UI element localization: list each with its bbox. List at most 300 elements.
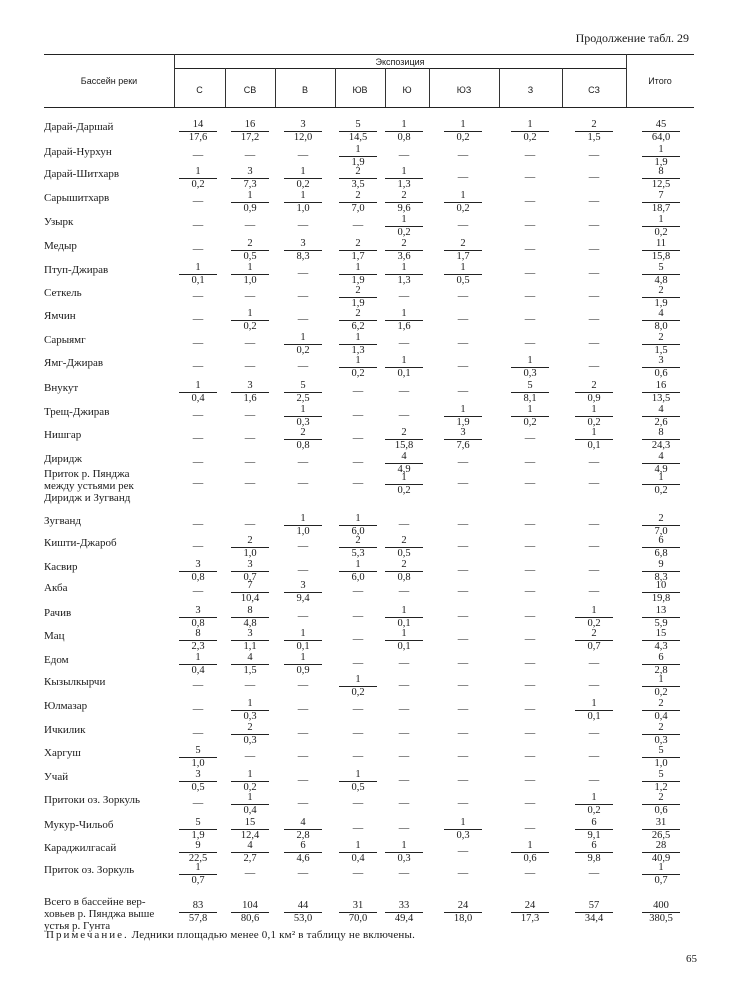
glacier-area: 0,1 (587, 440, 601, 451)
dash: — (398, 150, 410, 161)
dash: — (398, 586, 410, 597)
glacier-area: 5,9 (654, 618, 668, 629)
empty-cell (384, 404, 424, 422)
empty-cell (178, 722, 218, 740)
column-divider (499, 68, 500, 107)
empty-cell (283, 862, 323, 880)
empty-cell (574, 144, 614, 162)
empty-cell (230, 451, 270, 469)
row-name (44, 146, 112, 158)
glacier-count: 8 (658, 166, 664, 177)
data-cell (230, 308, 270, 333)
glacier-area: 26,5 (651, 830, 671, 841)
total-cell (641, 355, 681, 380)
glacier-count: 2 (658, 332, 664, 343)
empty-cell (574, 652, 614, 670)
empty-cell (178, 355, 218, 373)
glacier-count: 1 (300, 404, 306, 415)
dash: — (192, 410, 204, 421)
glacier-count: 1 (355, 355, 361, 366)
total-cell (641, 698, 681, 723)
row-name (44, 630, 65, 642)
glacier-count: 2 (591, 628, 597, 639)
row-name (44, 429, 81, 441)
glacier-area: 7,6 (456, 440, 470, 451)
glacier-count: 28 (655, 840, 667, 851)
empty-cell (574, 214, 614, 232)
empty-cell (384, 380, 424, 398)
data-cell (574, 792, 614, 817)
glacier-area: 0,7 (654, 875, 668, 886)
header-dir-7: СЗ (588, 85, 600, 95)
dash: — (297, 150, 309, 161)
data-cell (338, 308, 378, 333)
empty-cell (384, 580, 424, 598)
glacier-count: 1 (401, 628, 407, 639)
glacier-count: 1 (658, 862, 664, 873)
header-bottom-rule (44, 107, 694, 108)
dash: — (192, 704, 204, 715)
glacier-count: 3 (247, 628, 253, 639)
glacier-count: 4 (658, 308, 664, 319)
dash: — (297, 728, 309, 739)
empty-cell (338, 427, 378, 445)
glacier-area: 15,8 (394, 440, 414, 451)
empty-cell (283, 285, 323, 303)
total-cell (641, 472, 681, 497)
column-divider (562, 68, 563, 107)
dash: — (192, 338, 204, 349)
data-cell (510, 380, 550, 405)
glacier-area: 1,7 (351, 251, 365, 262)
data-cell (230, 119, 270, 144)
empty-cell (574, 451, 614, 469)
empty-cell (574, 722, 614, 740)
glacier-count: 5 (658, 262, 664, 273)
glacier-area: 0,4 (351, 853, 365, 864)
glacier-area: 53,0 (293, 913, 313, 924)
glacier-count: 1 (460, 119, 466, 130)
column-divider (335, 68, 336, 107)
glacier-count: 2 (355, 535, 361, 546)
dash: — (297, 361, 309, 372)
glacier-count: 1 (401, 605, 407, 616)
dash: — (297, 611, 309, 622)
empty-cell (230, 745, 270, 763)
row-name-line: Дарай-Шитхарв (44, 168, 120, 180)
glacier-count: 2 (355, 166, 361, 177)
glacier-area: 0,5 (351, 782, 365, 793)
row-name (44, 747, 81, 759)
glacier-area: 7,0 (654, 526, 668, 537)
data-cell (338, 674, 378, 699)
glacier-count: 2 (401, 559, 407, 570)
glacier-count: 1 (591, 792, 597, 803)
dash: — (352, 658, 364, 669)
glacier-count: 5 (355, 119, 361, 130)
glacier-area: 0,2 (397, 227, 411, 238)
empty-cell (443, 674, 483, 692)
glacier-area: 64,0 (651, 132, 671, 143)
glacier-count: 4 (247, 652, 253, 663)
glacier-count: 3 (195, 605, 201, 616)
glacier-count: 5 (527, 380, 533, 391)
dash: — (192, 586, 204, 597)
total-cell (641, 166, 681, 191)
dash: — (398, 386, 410, 397)
total-cell (641, 722, 681, 747)
glacier-area: 1,1 (243, 641, 257, 652)
dash: — (588, 196, 600, 207)
glacier-count: 3 (247, 166, 253, 177)
row-name-line: Медыр (44, 240, 77, 252)
empty-cell (283, 559, 323, 577)
glacier-area: 12,0 (293, 132, 313, 143)
data-cell (574, 404, 614, 429)
dash: — (457, 478, 469, 489)
glacier-count: 1 (401, 472, 407, 483)
dash: — (524, 611, 536, 622)
glacier-count: 44 (297, 900, 309, 911)
empty-cell (338, 380, 378, 398)
data-cell (230, 238, 270, 263)
glacier-count: 6 (300, 840, 306, 851)
empty-cell (283, 472, 323, 490)
empty-cell (510, 745, 550, 763)
empty-cell (283, 745, 323, 763)
glacier-area: 22,5 (188, 853, 208, 864)
glacier-area: 0,2 (191, 179, 205, 190)
glacier-area: 2,5 (296, 393, 310, 404)
glacier-area: 5,3 (351, 548, 365, 559)
row-name-line: Приток р. Пянджа (44, 468, 130, 480)
glacier-area: 18,0 (453, 913, 473, 924)
data-cell (283, 628, 323, 653)
dash: — (244, 478, 256, 489)
dash: — (244, 361, 256, 372)
glacier-count: 2 (300, 427, 306, 438)
empty-cell (283, 605, 323, 623)
dash: — (457, 586, 469, 597)
row-name (44, 561, 78, 573)
glacier-count: 1 (300, 652, 306, 663)
dash: — (457, 150, 469, 161)
glacier-count: 1 (401, 166, 407, 177)
glacier-count: 57 (588, 900, 600, 911)
data-cell (384, 605, 424, 630)
total-cell (641, 214, 681, 239)
glacier-count: 7 (247, 580, 253, 591)
data-cell (338, 535, 378, 560)
glacier-area: 0,4 (191, 393, 205, 404)
empty-cell (510, 605, 550, 623)
empty-cell (338, 652, 378, 670)
glacier-area: 17,6 (188, 132, 208, 143)
glacier-area: 4,3 (654, 641, 668, 652)
row-name (44, 121, 113, 133)
empty-cell (510, 144, 550, 162)
row-name-line: Ичкилик (44, 724, 86, 736)
data-cell (384, 472, 424, 497)
empty-cell (384, 674, 424, 692)
table-note (46, 929, 415, 941)
empty-cell (574, 308, 614, 326)
row-name (44, 896, 154, 932)
dash: — (297, 798, 309, 809)
glacier-count: 45 (655, 119, 667, 130)
empty-cell (574, 262, 614, 280)
glacier-count: 2 (355, 238, 361, 249)
glacier-area: 0,1 (191, 275, 205, 286)
dash: — (457, 314, 469, 325)
data-cell (283, 332, 323, 357)
glacier-count: 1 (300, 628, 306, 639)
data-cell (574, 817, 614, 842)
data-cell (283, 119, 323, 144)
header-dir-0: С (196, 85, 203, 95)
glacier-count: 1 (247, 190, 253, 201)
empty-cell (230, 404, 270, 422)
glacier-count: 1 (195, 862, 201, 873)
dash: — (457, 291, 469, 302)
empty-cell (178, 535, 218, 553)
glacier-count: 1 (658, 214, 664, 225)
glacier-count: 4 (658, 404, 664, 415)
empty-cell (230, 144, 270, 162)
empty-cell (443, 628, 483, 646)
dash: — (524, 457, 536, 468)
row-name-line: Харгуш (44, 747, 81, 759)
header-dir-1: СВ (243, 85, 257, 95)
row-name-line: Ямчин (44, 310, 76, 322)
glacier-area: 15,8 (651, 251, 671, 262)
row-name-line: Сарышитхарв (44, 192, 110, 204)
glacier-count: 1 (401, 119, 407, 130)
data-cell (230, 769, 270, 794)
glacier-area: 4,8 (243, 618, 257, 629)
dash: — (588, 291, 600, 302)
data-cell (574, 900, 614, 925)
data-cell (338, 332, 378, 357)
dash: — (524, 541, 536, 552)
data-cell (230, 900, 270, 925)
dash: — (352, 220, 364, 231)
glacier-area: 0,7 (587, 641, 601, 652)
dash: — (297, 541, 309, 552)
glacier-count: 2 (658, 513, 664, 524)
row-name (44, 192, 109, 204)
glacier-area: 0,6 (654, 805, 668, 816)
dash: — (524, 704, 536, 715)
total-cell (641, 900, 681, 925)
data-cell (230, 380, 270, 405)
empty-cell (178, 513, 218, 531)
dash: — (192, 291, 204, 302)
dash: — (192, 680, 204, 691)
dash: — (524, 775, 536, 786)
header-dir-2: В (301, 85, 308, 95)
glacier-area: 0,2 (587, 805, 601, 816)
glacier-count: 10 (655, 580, 667, 591)
dash: — (588, 658, 600, 669)
empty-cell (338, 698, 378, 716)
header-dir-6: З (527, 85, 534, 95)
glacier-area: 0,3 (243, 711, 257, 722)
empty-cell (178, 308, 218, 326)
glacier-count: 1 (300, 513, 306, 524)
dash: — (192, 541, 204, 552)
dash: — (524, 172, 536, 183)
dash: — (192, 728, 204, 739)
total-cell (641, 792, 681, 817)
dash: — (398, 519, 410, 530)
glacier-count: 1 (355, 559, 361, 570)
empty-cell (283, 355, 323, 373)
glacier-count: 1 (460, 262, 466, 273)
glacier-count: 1 (247, 262, 253, 273)
dash: — (297, 751, 309, 762)
glacier-area: 7,3 (243, 179, 257, 190)
glacier-count: 15 (244, 817, 256, 828)
dash: — (398, 868, 410, 879)
row-name (44, 264, 108, 276)
column-divider (385, 68, 386, 107)
glacier-count: 2 (401, 238, 407, 249)
glacier-area: 0,6 (654, 368, 668, 379)
data-cell (443, 427, 483, 452)
dash: — (297, 220, 309, 231)
glacier-area: 9,4 (296, 593, 310, 604)
row-name-line: Юлмазар (44, 700, 88, 712)
dash: — (457, 751, 469, 762)
glacier-count: 3 (195, 769, 201, 780)
empty-cell (178, 404, 218, 422)
empty-cell (510, 628, 550, 646)
header-exposure: Экспозиция (375, 57, 425, 67)
glacier-area: 18,7 (651, 203, 671, 214)
data-cell (283, 166, 323, 191)
dash: — (352, 798, 364, 809)
glacier-count: 1 (527, 840, 533, 851)
data-cell (384, 355, 424, 380)
dash: — (297, 268, 309, 279)
glacier-count: 6 (658, 652, 664, 663)
glacier-area: 0,5 (456, 275, 470, 286)
row-name-line: Мукур-Чильоб (44, 819, 114, 831)
glacier-area: 1,0 (243, 548, 257, 559)
empty-cell (443, 144, 483, 162)
empty-cell (510, 722, 550, 740)
empty-cell (283, 722, 323, 740)
glacier-area: 57,8 (188, 913, 208, 924)
glacier-area: 12,4 (240, 830, 260, 841)
empty-cell (230, 674, 270, 692)
dash: — (244, 868, 256, 879)
dash: — (524, 634, 536, 645)
table-top-rule (44, 54, 694, 55)
glacier-area: 3,5 (351, 179, 365, 190)
empty-cell (230, 513, 270, 531)
glacier-count: 2 (401, 427, 407, 438)
empty-cell (443, 840, 483, 858)
empty-cell (283, 214, 323, 232)
dash: — (524, 823, 536, 834)
glacier-count: 3 (300, 119, 306, 130)
row-name-line: Ямг-Джирав (44, 357, 104, 369)
dash: — (297, 291, 309, 302)
empty-cell (510, 308, 550, 326)
empty-cell (510, 190, 550, 208)
dash: — (352, 478, 364, 489)
data-cell (338, 769, 378, 794)
glacier-area: 0,5 (397, 548, 411, 559)
total-cell (641, 427, 681, 452)
dash: — (244, 410, 256, 421)
glacier-count: 1 (460, 404, 466, 415)
empty-cell (384, 144, 424, 162)
glacier-count: 24 (524, 900, 536, 911)
row-name (44, 382, 78, 394)
dash: — (192, 244, 204, 255)
empty-cell (230, 355, 270, 373)
glacier-count: 3 (247, 559, 253, 570)
dash: — (588, 751, 600, 762)
empty-cell (510, 238, 550, 256)
dash: — (588, 361, 600, 372)
glacier-area: 0,2 (397, 485, 411, 496)
empty-cell (230, 214, 270, 232)
glacier-count: 1 (355, 769, 361, 780)
dash: — (352, 728, 364, 739)
total-cell (641, 190, 681, 215)
row-name-line: Сеткель (44, 287, 82, 299)
total-cell (641, 404, 681, 429)
empty-cell (283, 698, 323, 716)
glacier-area: 6,0 (351, 526, 365, 537)
dash: — (524, 680, 536, 691)
empty-cell (443, 862, 483, 880)
data-cell (178, 862, 218, 887)
dash: — (457, 220, 469, 231)
dash: — (524, 338, 536, 349)
dash: — (398, 728, 410, 739)
dash: — (588, 220, 600, 231)
dash: — (457, 457, 469, 468)
dash: — (588, 150, 600, 161)
row-name-line: Нишгар (44, 429, 82, 441)
page-number: 65 (686, 953, 697, 965)
empty-cell (338, 792, 378, 810)
row-name (44, 771, 68, 783)
row-name (44, 607, 71, 619)
total-cell (641, 628, 681, 653)
data-cell (283, 238, 323, 263)
glacier-area: 0,1 (397, 618, 411, 629)
dash: — (352, 457, 364, 468)
dash: — (457, 172, 469, 183)
glacier-area: 0,5 (191, 782, 205, 793)
row-name-line: Едом (44, 654, 69, 666)
data-cell (230, 817, 270, 842)
glacier-count: 2 (401, 535, 407, 546)
glacier-count: 6 (658, 535, 664, 546)
glacier-count: 8 (658, 427, 664, 438)
data-cell (510, 355, 550, 380)
glacier-area: 6,0 (351, 572, 365, 583)
empty-cell (338, 722, 378, 740)
glacier-count: 4 (658, 451, 664, 462)
empty-cell (443, 722, 483, 740)
